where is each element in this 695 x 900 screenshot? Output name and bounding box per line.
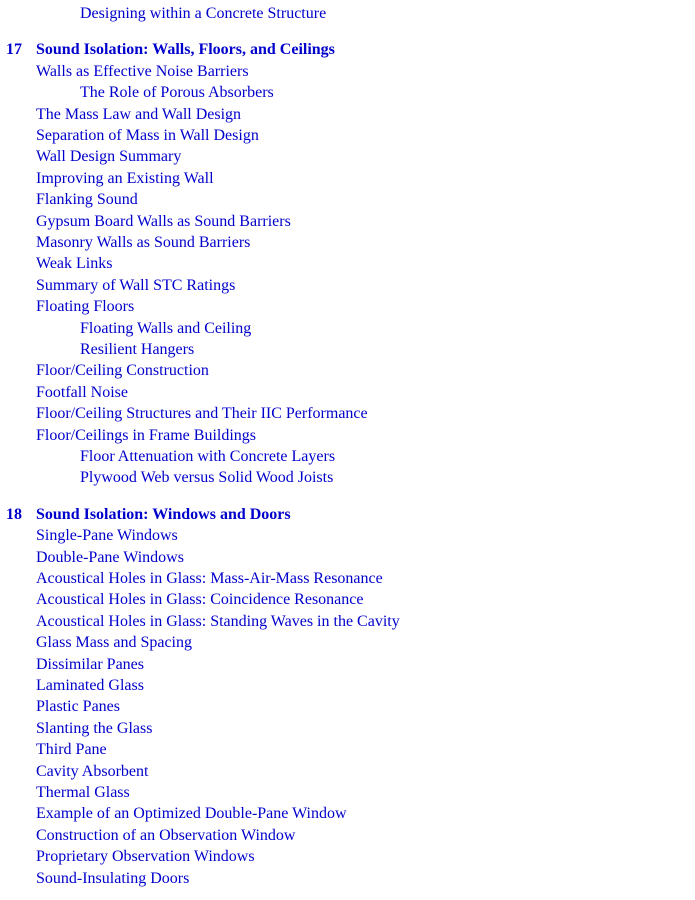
chapter-number: 18 bbox=[6, 506, 22, 523]
toc-section-link[interactable]: Dissimilar Panes bbox=[36, 656, 144, 673]
toc-subsection-link[interactable]: Floor Attenuation with Concrete Layers bbox=[80, 448, 336, 465]
toc-section-link[interactable]: Footfall Noise bbox=[36, 384, 128, 401]
chapter-title[interactable]: Sound Isolation: Windows and Doors bbox=[36, 506, 291, 523]
toc-subsection-link[interactable]: Plywood Web versus Solid Wood Joists bbox=[80, 469, 334, 486]
toc-section-link[interactable]: Double-Pane Windows bbox=[36, 549, 184, 566]
toc-section-link[interactable]: Masonry Walls as Sound Barriers bbox=[36, 234, 251, 251]
toc-section-link[interactable]: Glass Mass and Spacing bbox=[36, 634, 192, 651]
toc-section-link[interactable]: Third Pane bbox=[36, 741, 107, 758]
toc-section-link[interactable]: Construction of an Observation Window bbox=[36, 827, 296, 844]
toc-subsection-link[interactable]: The Role of Porous Absorbers bbox=[80, 84, 274, 101]
toc-section-link[interactable]: Separation of Mass in Wall Design bbox=[36, 127, 259, 144]
toc-section-link[interactable]: Summary of Wall STC Ratings bbox=[36, 277, 236, 294]
toc-section-link[interactable]: Acoustical Holes in Glass: Coincidence Resonance bbox=[36, 591, 364, 608]
toc-section-link[interactable]: Floating Floors bbox=[36, 298, 135, 315]
chapter-heading-18[interactable] bbox=[6, 505, 291, 525]
toc-section-link[interactable]: Slanting the Glass bbox=[36, 720, 153, 737]
toc-section-link[interactable]: Improving an Existing Wall bbox=[36, 170, 214, 187]
toc-section-link[interactable]: Laminated Glass bbox=[36, 677, 144, 694]
toc-section-link[interactable]: Proprietary Observation Windows bbox=[36, 848, 255, 865]
toc-section-link[interactable]: Thermal Glass bbox=[36, 784, 130, 801]
chapter-title[interactable]: Sound Isolation: Walls, Floors, and Ceilings bbox=[36, 41, 335, 58]
toc-section-link[interactable]: Gypsum Board Walls as Sound Barriers bbox=[36, 213, 291, 230]
toc-section-link[interactable]: Single-Pane Windows bbox=[36, 527, 178, 544]
toc-section-link[interactable]: Floor/Ceilings in Frame Buildings bbox=[36, 427, 257, 444]
chapter-heading-17[interactable] bbox=[6, 40, 335, 60]
toc-section-link[interactable]: Floor/Ceiling Construction bbox=[36, 362, 209, 379]
toc-section-link[interactable]: Flanking Sound bbox=[36, 191, 138, 208]
toc-section-link[interactable]: Cavity Absorbent bbox=[36, 763, 149, 780]
toc-subsection-link[interactable]: Resilient Hangers bbox=[80, 341, 195, 358]
toc-subsection-link[interactable]: Floating Walls and Ceiling bbox=[80, 320, 252, 337]
toc-section-link[interactable]: Walls as Effective Noise Barriers bbox=[36, 63, 249, 80]
toc-section-link[interactable]: Sound-Insulating Doors bbox=[36, 870, 190, 887]
toc-section-link[interactable]: Wall Design Summary bbox=[36, 148, 182, 165]
toc-section-link[interactable]: Floor/Ceiling Structures and Their IIC Performance bbox=[36, 405, 368, 422]
toc-section-link[interactable]: Example of an Optimized Double-Pane Window bbox=[36, 805, 347, 822]
toc-section-link[interactable]: Acoustical Holes in Glass: Mass-Air-Mass Resonance bbox=[36, 570, 383, 587]
toc-section-link[interactable]: The Mass Law and Wall Design bbox=[36, 106, 242, 123]
toc-section-link[interactable]: Plastic Panes bbox=[36, 698, 120, 715]
toc-section-link[interactable]: Acoustical Holes in Glass: Standing Waves in the Cavity bbox=[36, 613, 400, 630]
chapter-number: 17 bbox=[6, 41, 22, 58]
toc-section-link[interactable]: Weak Links bbox=[36, 255, 113, 272]
toc-entry-designing-within-concrete-structure[interactable]: Designing within a Concrete Structure bbox=[80, 5, 327, 22]
